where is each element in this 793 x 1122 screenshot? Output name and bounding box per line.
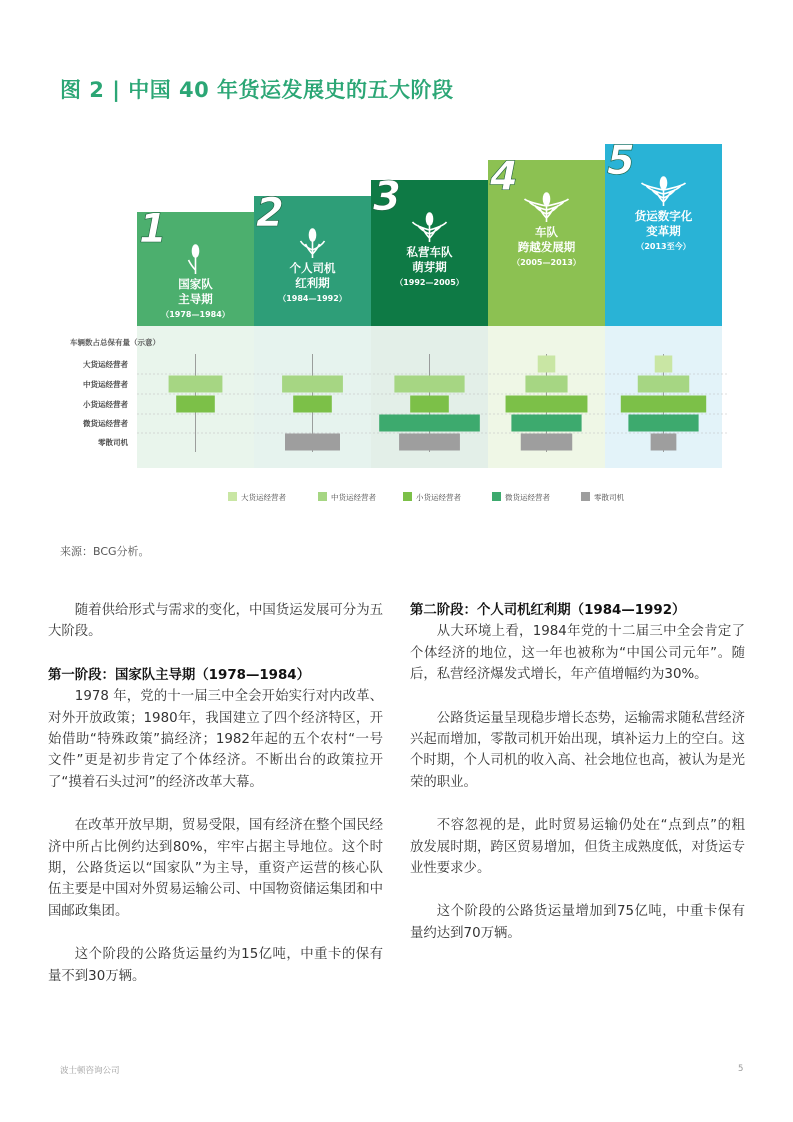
legend-swatch	[581, 492, 590, 501]
stage-2-years: （1984—1992）	[278, 294, 347, 303]
stage-4-name-line2: 跨越发展期	[517, 240, 576, 254]
bar-stage5-large	[655, 356, 673, 373]
bar-stage4-medium	[525, 376, 567, 393]
section-heading-stage-1: 第一阶段：国家队主导期（1978—1984）	[48, 667, 311, 683]
stage-2-number: 2	[256, 190, 284, 236]
bar-stage3-micro	[379, 415, 480, 432]
figure-title: 图 2 | 中国 40 年货运发展史的五大阶段	[60, 78, 454, 102]
paragraph: 不容忽视的是，此时贸易运输仍处在“点到点”的粗放发展时期，跨区贸易增加，但货主成熟度低，对货运专业性要求少。	[410, 818, 745, 877]
stage-5-name-line1: 货运数字化	[634, 209, 693, 223]
stage-4-years: （2005—2013）	[512, 258, 581, 267]
freight-stages-chart	[0, 0, 793, 540]
bar-stage5-micro	[628, 415, 698, 432]
paragraph: 随着供给形式与需求的变化，中国货运发展可分为五大阶段。	[48, 603, 383, 640]
legend-label: 中货运经营者	[331, 493, 376, 502]
bar-stage4-large	[538, 356, 556, 373]
page-number: 5	[738, 1064, 744, 1074]
legend-swatch	[318, 492, 327, 501]
axis-title: 车辆数占总保有量（示意）	[70, 338, 160, 347]
legend-swatch	[403, 492, 412, 501]
paragraph: 1978 年，党的十一届三中全会开始实行对内改革、对外开放政策；1980年，我国建立了四个经济特区，开始借助“特殊政策”搞经济；1982年起的五个农村“一号文件”更是初步肯定了个体经济。不断出台的政策拉开了“摸着石头过河”的经济改革大幕。	[48, 689, 383, 790]
stage-3-years: （1992—2005）	[395, 278, 464, 287]
paragraph: 从大环境上看，1984年党的十二届三中全会肯定了个体经济的地位，这一年也被称为“中国公司元年”。随后，私营经济爆发式增长，年产值增幅约为30%。	[410, 624, 745, 683]
stage-3-name-line2: 萌芽期	[412, 260, 447, 274]
bar-stage2-small	[293, 396, 332, 413]
legend-swatch	[228, 492, 237, 501]
row-label: 零散司机	[98, 438, 128, 447]
stage-3-number: 3	[373, 174, 401, 220]
bar-stage5-small	[621, 396, 706, 413]
legend-label: 微货运经营者	[505, 493, 550, 502]
stage-4-name-line1: 车队	[535, 225, 558, 239]
bar-stage2-individual	[285, 434, 340, 451]
legend-swatch	[492, 492, 501, 501]
stage-1-name-line1: 国家队	[178, 277, 213, 291]
row-label: 小货运经营者	[83, 400, 128, 409]
bar-stage3-small	[410, 396, 449, 413]
paragraph: 公路货运量呈现稳步增长态势，运输需求随私营经济兴起而增加，零散司机开始出现，填补运力上的空白。这个时期，个人司机的收入高、社会地位也高，被认为是光荣的职业。	[410, 710, 745, 790]
stage-3-name-line1: 私营车队	[406, 245, 453, 259]
bar-stage4-individual	[521, 434, 572, 451]
stage-5-years: （2013至今）	[636, 242, 691, 251]
right-column	[410, 600, 745, 944]
row-label: 大货运经营者	[83, 360, 128, 369]
stage-5-number: 5	[607, 138, 635, 184]
stage-1-number: 1	[139, 206, 167, 252]
bar-stage3-medium	[394, 376, 464, 393]
stage-4-number: 4	[490, 154, 518, 200]
bar-stage5-medium	[638, 376, 689, 393]
bar-stage1-medium	[169, 376, 223, 393]
section-heading-stage-2: 第二阶段：个人司机红利期（1984—1992）	[410, 603, 686, 618]
left-column	[48, 600, 383, 987]
bar-stage2-medium	[282, 376, 343, 393]
stage-2-name-line2: 红利期	[295, 276, 330, 290]
paragraph: 这个阶段的公路货运量增加到75亿吨，中重卡保有量约达到70万辆。	[410, 904, 745, 941]
stage-1-years: （1978—1984）	[161, 310, 230, 319]
legend-label: 小货运经营者	[416, 493, 461, 502]
footer-publisher: 波士顿咨询公司	[60, 1066, 120, 1076]
stage-5-name-line2: 变革期	[646, 224, 681, 238]
bar-stage1-small	[176, 396, 215, 413]
paragraph: 在改革开放早期，贸易受限，国有经济在整个国民经济中所占比例约达到80%，牢牢占据主导地位。这个时期，公路货运以“国家队”为主导，重资产运营的核心队伍主要是中国对外贸易运输公司、中国物资储运集团和中国邮政集团。	[48, 818, 383, 919]
stage-2-name-line1: 个人司机	[289, 261, 336, 275]
source-note: 来源：BCG分析。	[60, 545, 150, 558]
paragraph: 这个阶段的公路货运量约为15亿吨，中重卡的保有量不到30万辆。	[48, 947, 383, 984]
row-label: 微货运经营者	[83, 419, 128, 428]
legend-label: 零散司机	[594, 493, 624, 502]
bar-stage5-individual	[651, 434, 677, 451]
bar-stage3-individual	[399, 434, 460, 451]
row-label: 中货运经营者	[83, 380, 128, 389]
bar-stage4-small	[506, 396, 588, 413]
bar-stage4-micro	[511, 415, 581, 432]
stage-1-name-line2: 主导期	[178, 292, 213, 306]
legend-label: 大货运经营者	[241, 493, 286, 502]
